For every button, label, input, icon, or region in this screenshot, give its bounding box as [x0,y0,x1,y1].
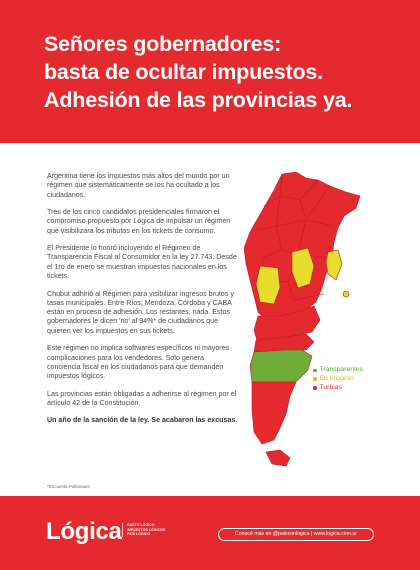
tagline-line: PAÍS LÓGICO [127,532,151,537]
footer-banner [0,496,420,570]
logo-accent-letter: ó [60,518,75,545]
argentina-map [236,170,366,473]
legend-label: En proceso [319,374,354,382]
map-legend [313,366,363,392]
headline-line: basta de ocultar impuestos. [44,60,323,84]
legend-label: Turbias [319,383,342,391]
body-paragraph: Tres de los cinco candidatos presidenciales firmaron el compromiso propuesto por Lógica de impulsar un régimen que visibilizara los tributos en los tickets de consumo. [47,208,231,235]
map-region-caba [343,291,349,297]
logo-prefix: L [46,518,61,545]
map-region-tierra-del-fuego [266,450,290,466]
body-copy [47,172,239,434]
legend-item-transparentes [313,366,363,375]
body-paragraph: Este régimen no implica softwares específicos ni mayores complicaciones para los vendedores. Solo genera conciencia fiscal en los ciudadanos para que demanden impuestos lógicos. [47,344,230,381]
contact-link[interactable]: Conocé más en @paisconlogica | www.logica.com.ar [218,528,374,541]
logo-accent [60,518,74,545]
legend-dot [313,369,317,373]
legend-item-turbias [313,384,363,393]
legend-dot [313,386,317,390]
tagline-line: GASTO LÓGICO [127,523,155,527]
map-region-entre-rios [326,250,342,280]
body-paragraph: El Presidente lo honró incluyendo el Régimen de Transparencia Fiscal al Consumidor en la ley 27.743. Desde el 1ro de enero se muestran impuestos nacionales en los tickets. [47,244,237,281]
legend-label: Transparentes [319,366,364,373]
tagline-line: IMPUESTOS LÓGICOS [127,527,166,532]
body-paragraph: Las provincias están obligadas a adherirse al régimen por el artículo 42 de la Constitución. [47,389,237,407]
closing-statement: Un año de la sanción de la ley. Se acabaron las excusas. [47,416,238,425]
map-region-mendoza [256,266,280,304]
logica-logo [46,518,122,546]
headline [44,30,404,114]
legend-dot [313,377,317,381]
headline-line: Señores gobernadores: [44,32,282,56]
header-banner [0,0,420,143]
logo-suffix: gica [74,518,122,545]
headline-line: Adhesión de las provincias ya. [44,88,353,112]
legend-item-en-proceso [313,375,363,384]
footnote: *Encuesta Pollanauts [47,484,90,489]
map-region-santa-cruz [252,382,296,444]
map-region-chubut [250,350,312,382]
brand-tagline [122,523,188,537]
body-paragraph: Argentina tiene los impuestos más altos del mundo por un régimen que sistemáticamente se los ha ocultado a los ciudadanos. [47,172,230,199]
body-paragraph: Chubut adhirió al Régimen para visibilizar ingresos brutos y tasas municipales. Entre Ríos, Mendoza, Córdoba y CABA están en proceso de adhesión. Los restantes, nada. Estos gobernadores le dicen 'no' al 94%* de ciudadanos que quieren ver los impuestos en sus tickets. [47,289,234,335]
